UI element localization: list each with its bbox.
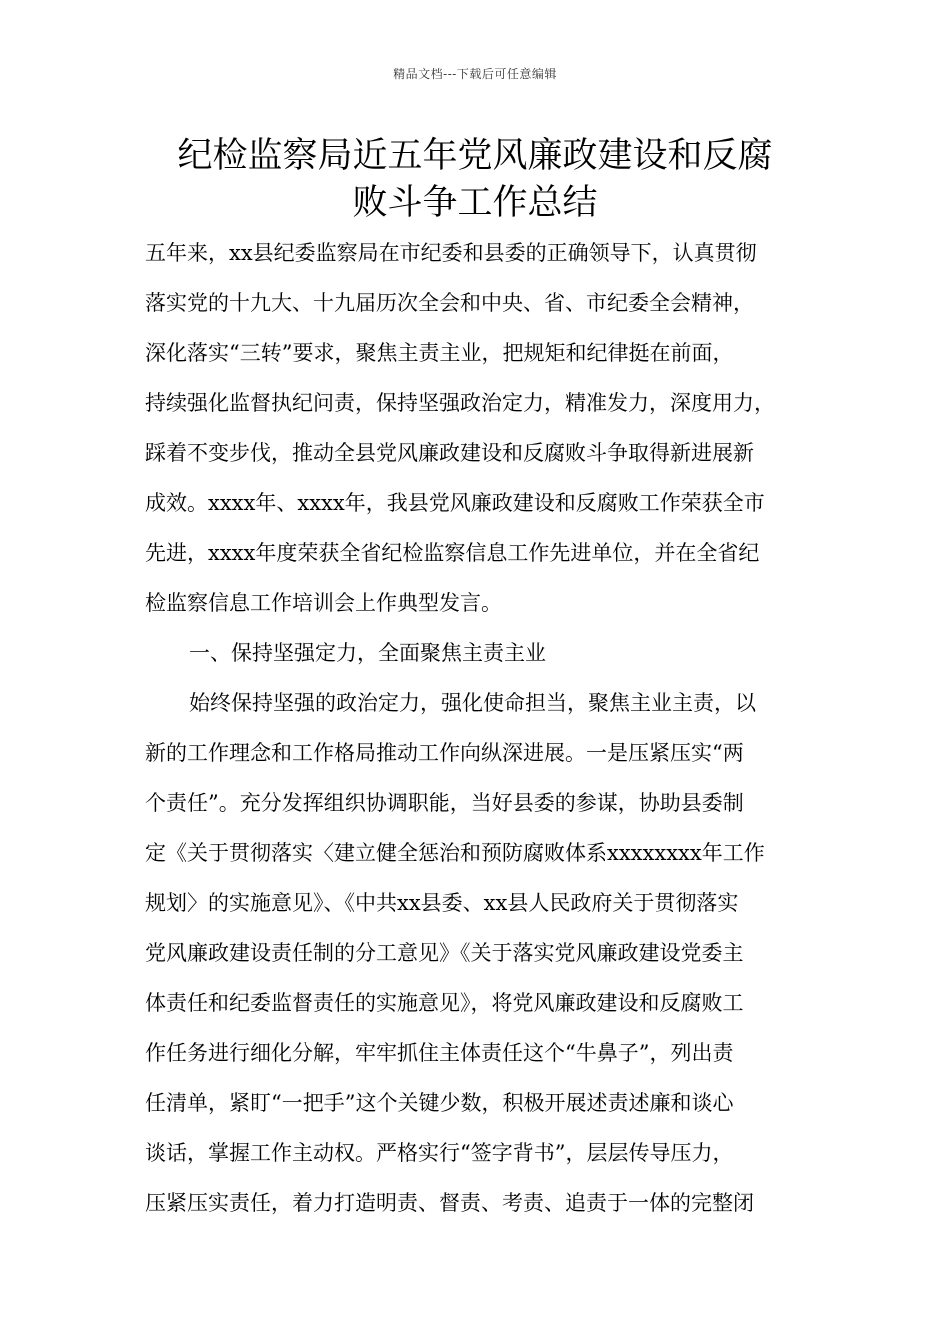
text-line: 任清单，紧盯“一把手”这个关键少数，积极开展述责述廉和谈心 [145,1091,734,1115]
paragraph-intro [145,228,825,628]
text-line: 个责任”。充分发挥组织协调职能，当好县委的参谋，协助县委制 [145,791,744,815]
section-heading [145,628,825,678]
text-line: 谈话，掌握工作主动权。严格实行“签字背书”，层层传导压力， [145,1141,734,1165]
text-line: 检监察信息工作培训会上作典型发言。 [145,591,502,615]
document-title [100,133,850,227]
header-note: 精品文档---下载后可任意编辑 [393,67,557,81]
text-line: 党风廉政建设责任制的分工意见》《关于落实党风廉政建设党委主 [145,941,744,965]
title-line: 败斗争工作总结 [352,183,598,223]
text-line: 成效。xxxx年、xxxx年，我县党风廉政建设和反腐败工作荣获全市 [145,491,765,515]
text-line: 作任务进行细化分解，牢牢抓住主体责任这个“牛鼻子”，列出责 [145,1041,734,1065]
text-line: 体责任和纪委监督责任的实施意见》，将党风廉政建设和反腐败工 [145,991,744,1015]
document-body [145,228,825,1228]
text-line: 踩着不变步伐，推动全县党风廉政建设和反腐败斗争取得新进展新 [145,441,754,465]
text-line: 先进，xxxx年度荣获全省纪检监察信息工作先进单位，并在全省纪 [145,541,760,565]
text-line: 持续强化监督执纪问责，保持坚强政治定力，精准发力，深度用力， [145,391,775,415]
text-line: 压紧压实责任，着力打造明责、督责、考责、追责于一体的完整闭 [145,1191,754,1215]
text-line: 定《关于贯彻落实〈建立健全惩治和预防腐败体系xxxxxxxx年工作 [145,841,765,865]
text-line: 规划〉的实施意见》、《中共xx县委、xx县人民政府关于贯彻落实 [145,891,739,915]
title-line: 纪检监察局近五年党风廉政建设和反腐 [177,136,773,176]
text-line: 深化落实“三转”要求，聚焦主责主业，把规矩和纪律挺在前面， [145,341,734,365]
paragraph-section-one [145,678,825,1228]
text-line: 五年来，xx县纪委监察局在市纪委和县委的正确领导下，认真贯彻 [145,241,757,265]
text-line: 一、保持坚强定力，全面聚焦主责主业 [189,641,546,665]
text-line: 新的工作理念和工作格局推动工作向纵深进展。一是压紧压实“两 [145,741,744,765]
text-line: 落实党的十九大、十九届历次全会和中央、省、市纪委全会精神， [145,291,754,315]
text-line: 始终保持坚强的政治定力，强化使命担当，聚焦主业主责，以 [189,691,756,715]
